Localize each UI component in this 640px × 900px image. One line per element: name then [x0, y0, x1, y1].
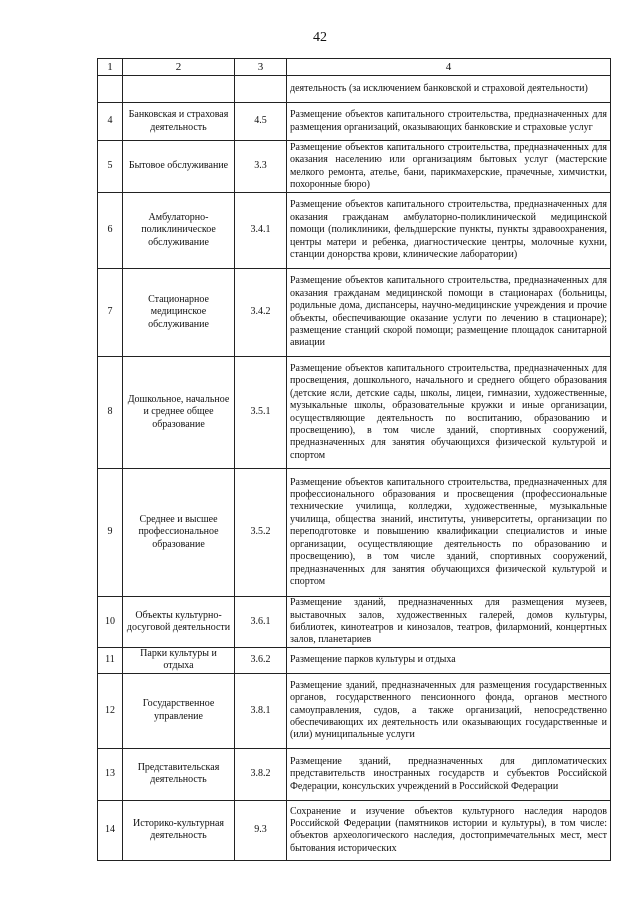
table-row — [98, 103, 611, 141]
table-row — [98, 269, 611, 357]
table-header-row — [98, 59, 611, 76]
row-code: 3.6.2 — [235, 648, 287, 674]
header-cell-code: 3 — [235, 59, 287, 76]
row-number: 11 — [98, 648, 123, 674]
land-use-table — [97, 58, 611, 861]
row-description: Размещение объектов капитального строительства, предназначенных для оказания населению или организациям бытовых услуг (мастерские мелкого ремонта, ателье, бани, парикмахерские, прачечные, химчистки, похоронные бюро) — [287, 141, 611, 193]
row-code: 4.5 — [235, 103, 287, 141]
row-code: 3.4.1 — [235, 193, 287, 269]
row-code: 3.6.1 — [235, 597, 287, 648]
row-description: Размещение объектов капитального строительства, предназначенных для профессионального образования и просвещения (профессиональные технические училища, колледжи, художественные, музыкальные училища, общества знаний, институты, университеты, организации по переподготовке и повышению квалификации специалистов и иные организации, осуществляющие деятельность по образованию и просвещению), в том числе зданий, спортивных сооружений, предназначенных для занятия обучающихся физической культурой и спортом — [287, 469, 611, 597]
row-description: Размещение зданий, предназначенных для размещения музеев, выставочных залов, художественных галерей, домов культуры, библиотек, кинотеатров и кинозалов, театров, филармоний, концертных залов, планетариев — [287, 597, 611, 648]
row-use-type: Амбулаторно-поликлиническое обслуживание — [123, 193, 235, 269]
table-row — [98, 357, 611, 469]
table-row — [98, 673, 611, 748]
row-number: 8 — [98, 357, 123, 469]
row-use-type — [123, 76, 235, 103]
row-number: 14 — [98, 800, 123, 860]
row-code: 3.4.2 — [235, 269, 287, 357]
row-number: 12 — [98, 673, 123, 748]
row-code: 9.3 — [235, 800, 287, 860]
table-row — [98, 469, 611, 597]
table-row — [98, 748, 611, 800]
row-number: 9 — [98, 469, 123, 597]
table-row — [98, 800, 611, 860]
row-description: Размещение объектов капитального строительства, предназначенных для оказания гражданам амбулаторно-поликлинической медицинской помощи (поликлиники, фельдшерские пункты, пункты здравоохранения, центры матери и ребенка, диагностические центры, молочные кухни, станции донорства крови, клинические лаборатории) — [287, 193, 611, 269]
row-code: 3.5.1 — [235, 357, 287, 469]
row-number: 7 — [98, 269, 123, 357]
row-code: 3.8.1 — [235, 673, 287, 748]
header-cell-description: 4 — [287, 59, 611, 76]
row-description: деятельность (за исключением банковской и страховой деятельности) — [287, 76, 611, 103]
table-row — [98, 193, 611, 269]
row-use-type: Парки культуры и отдыха — [123, 648, 235, 674]
row-description: Размещение зданий, предназначенных для размещения государственных органов, государственного пенсионного фонда, органов местного самоуправления, судов, а также организаций, непосредственно обеспечивающих их деятельность или оказывающих государственные и (или) муниципальные услуги — [287, 673, 611, 748]
table-row — [98, 597, 611, 648]
row-number — [98, 76, 123, 103]
row-description: Размещение зданий, предназначенных для дипломатических представительств иностранных государств и субъектов Российской Федерации, консульских учреждений в Российской Федерации — [287, 748, 611, 800]
row-use-type: Стационарное медицинское обслуживание — [123, 269, 235, 357]
row-number: 4 — [98, 103, 123, 141]
table-row — [98, 76, 611, 103]
row-number: 13 — [98, 748, 123, 800]
row-number: 6 — [98, 193, 123, 269]
row-description: Сохранение и изучение объектов культурного наследия народов Российской Федерации (памятников истории и культуры), в том числе: объектов археологического наследия, достопримечательных мест, мест бытования исторических — [287, 800, 611, 860]
row-use-type: Представительская деятельность — [123, 748, 235, 800]
row-code: 3.8.2 — [235, 748, 287, 800]
row-code: 3.3 — [235, 141, 287, 193]
row-number: 5 — [98, 141, 123, 193]
header-cell-name: 2 — [123, 59, 235, 76]
header-cell-number: 1 — [98, 59, 123, 76]
row-use-type: Банковская и страховая деятельность — [123, 103, 235, 141]
row-code: 3.5.2 — [235, 469, 287, 597]
table-row — [98, 141, 611, 193]
row-description: Размещение объектов капитального строительства, предназначенных для просвещения, дошкольного, начального и среднего общего образования (детские ясли, детские сады, школы, лицеи, гимназии, художественные, музыкальные школы, образовательные кружки и иные организации, осуществляющие деятельность по воспитанию, образованию и просвещению), в том числе зданий, спортивных сооружений, предназначенных для занятия обучающихся физической культурой и спортом — [287, 357, 611, 469]
row-code — [235, 76, 287, 103]
row-use-type: Историко-культурная деятельность — [123, 800, 235, 860]
row-use-type: Бытовое обслуживание — [123, 141, 235, 193]
row-number: 10 — [98, 597, 123, 648]
row-description: Размещение объектов капитального строительства, предназначенных для оказания гражданам медицинской помощи в стационарах (больницы, родильные дома, диспансеры, научно-медицинские учреждения и прочие объекты, обеспечивающие оказание услуги по лечению в стационаре); размещение станций скорой помощи; размещение площадок санитарной авиации — [287, 269, 611, 357]
row-use-type: Государственное управление — [123, 673, 235, 748]
row-description: Размещение парков культуры и отдыха — [287, 648, 611, 674]
table-row — [98, 648, 611, 674]
row-use-type: Объекты культурно-досуговой деятельности — [123, 597, 235, 648]
row-use-type: Дошкольное, начальное и среднее общее образование — [123, 357, 235, 469]
row-description: Размещение объектов капитального строительства, предназначенных для размещения организаций, оказывающих банковские и страховые услуг — [287, 103, 611, 141]
page-number: 42 — [313, 30, 327, 45]
row-use-type: Среднее и высшее профессиональное образование — [123, 469, 235, 597]
